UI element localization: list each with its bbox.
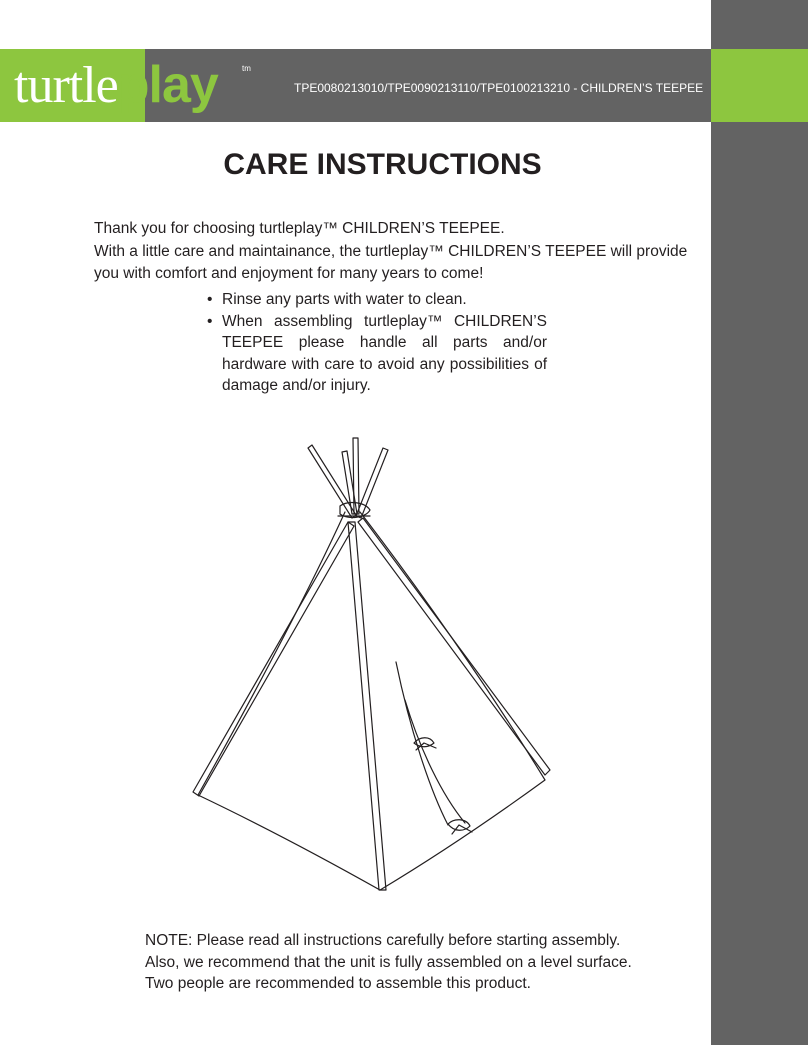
note-line-2: Also, we recommend that the unit is fully assembled on a level surface. (145, 953, 632, 971)
care-bullet-list (207, 289, 547, 397)
bullet-item: • Rinse any parts with water to clean. (207, 291, 467, 308)
teepee-canvas (198, 512, 545, 890)
logo-word-light: turtle (14, 57, 118, 114)
logo-word-bold: play (117, 56, 218, 114)
page-title: CARE INSTRUCTIONS (223, 148, 542, 181)
brand-logo (14, 53, 218, 118)
bullet-text: When assembling turtleplay™ CHILDREN’S TEEPEE please handle all parts and/or hardware with care to avoid any possibilities of damage and/or injury. (222, 312, 547, 394)
logo-trademark: tm (242, 64, 251, 73)
bullet-text: Rinse any parts with water to clean. (222, 291, 467, 308)
side-tie-lower (448, 820, 472, 834)
intro-line-1: Thank you for choosing turtleplay™ CHILDREN’S TEEPEE. (94, 220, 505, 237)
intro-line-2: With a little care and maintainance, the turtleplay™ CHILDREN’S TEEPEE will provide you with comfort and enjoyment for many years to come! (94, 242, 688, 282)
bullet-item: • When assembling turtleplay™ CHILDREN’S TEEPEE please handle all parts and/or hardware with care to avoid any possibilities of damage and/or injury. (207, 312, 547, 394)
note-line-1: NOTE: Please read all instructions carefully before starting assembly. (145, 932, 621, 949)
assembly-note (145, 930, 665, 995)
product-code: TPE0080213010/TPE0090213110/TPE0100213210 - CHILDREN’S TEEPEE (294, 81, 704, 95)
intro-text (94, 218, 694, 286)
note-line-3: Two people are recommended to assemble this product. (145, 975, 531, 992)
teepee-poles (193, 438, 550, 890)
teepee-illustration (180, 430, 560, 910)
teepee-door-flap (396, 662, 465, 825)
header-accent-block (711, 49, 808, 122)
